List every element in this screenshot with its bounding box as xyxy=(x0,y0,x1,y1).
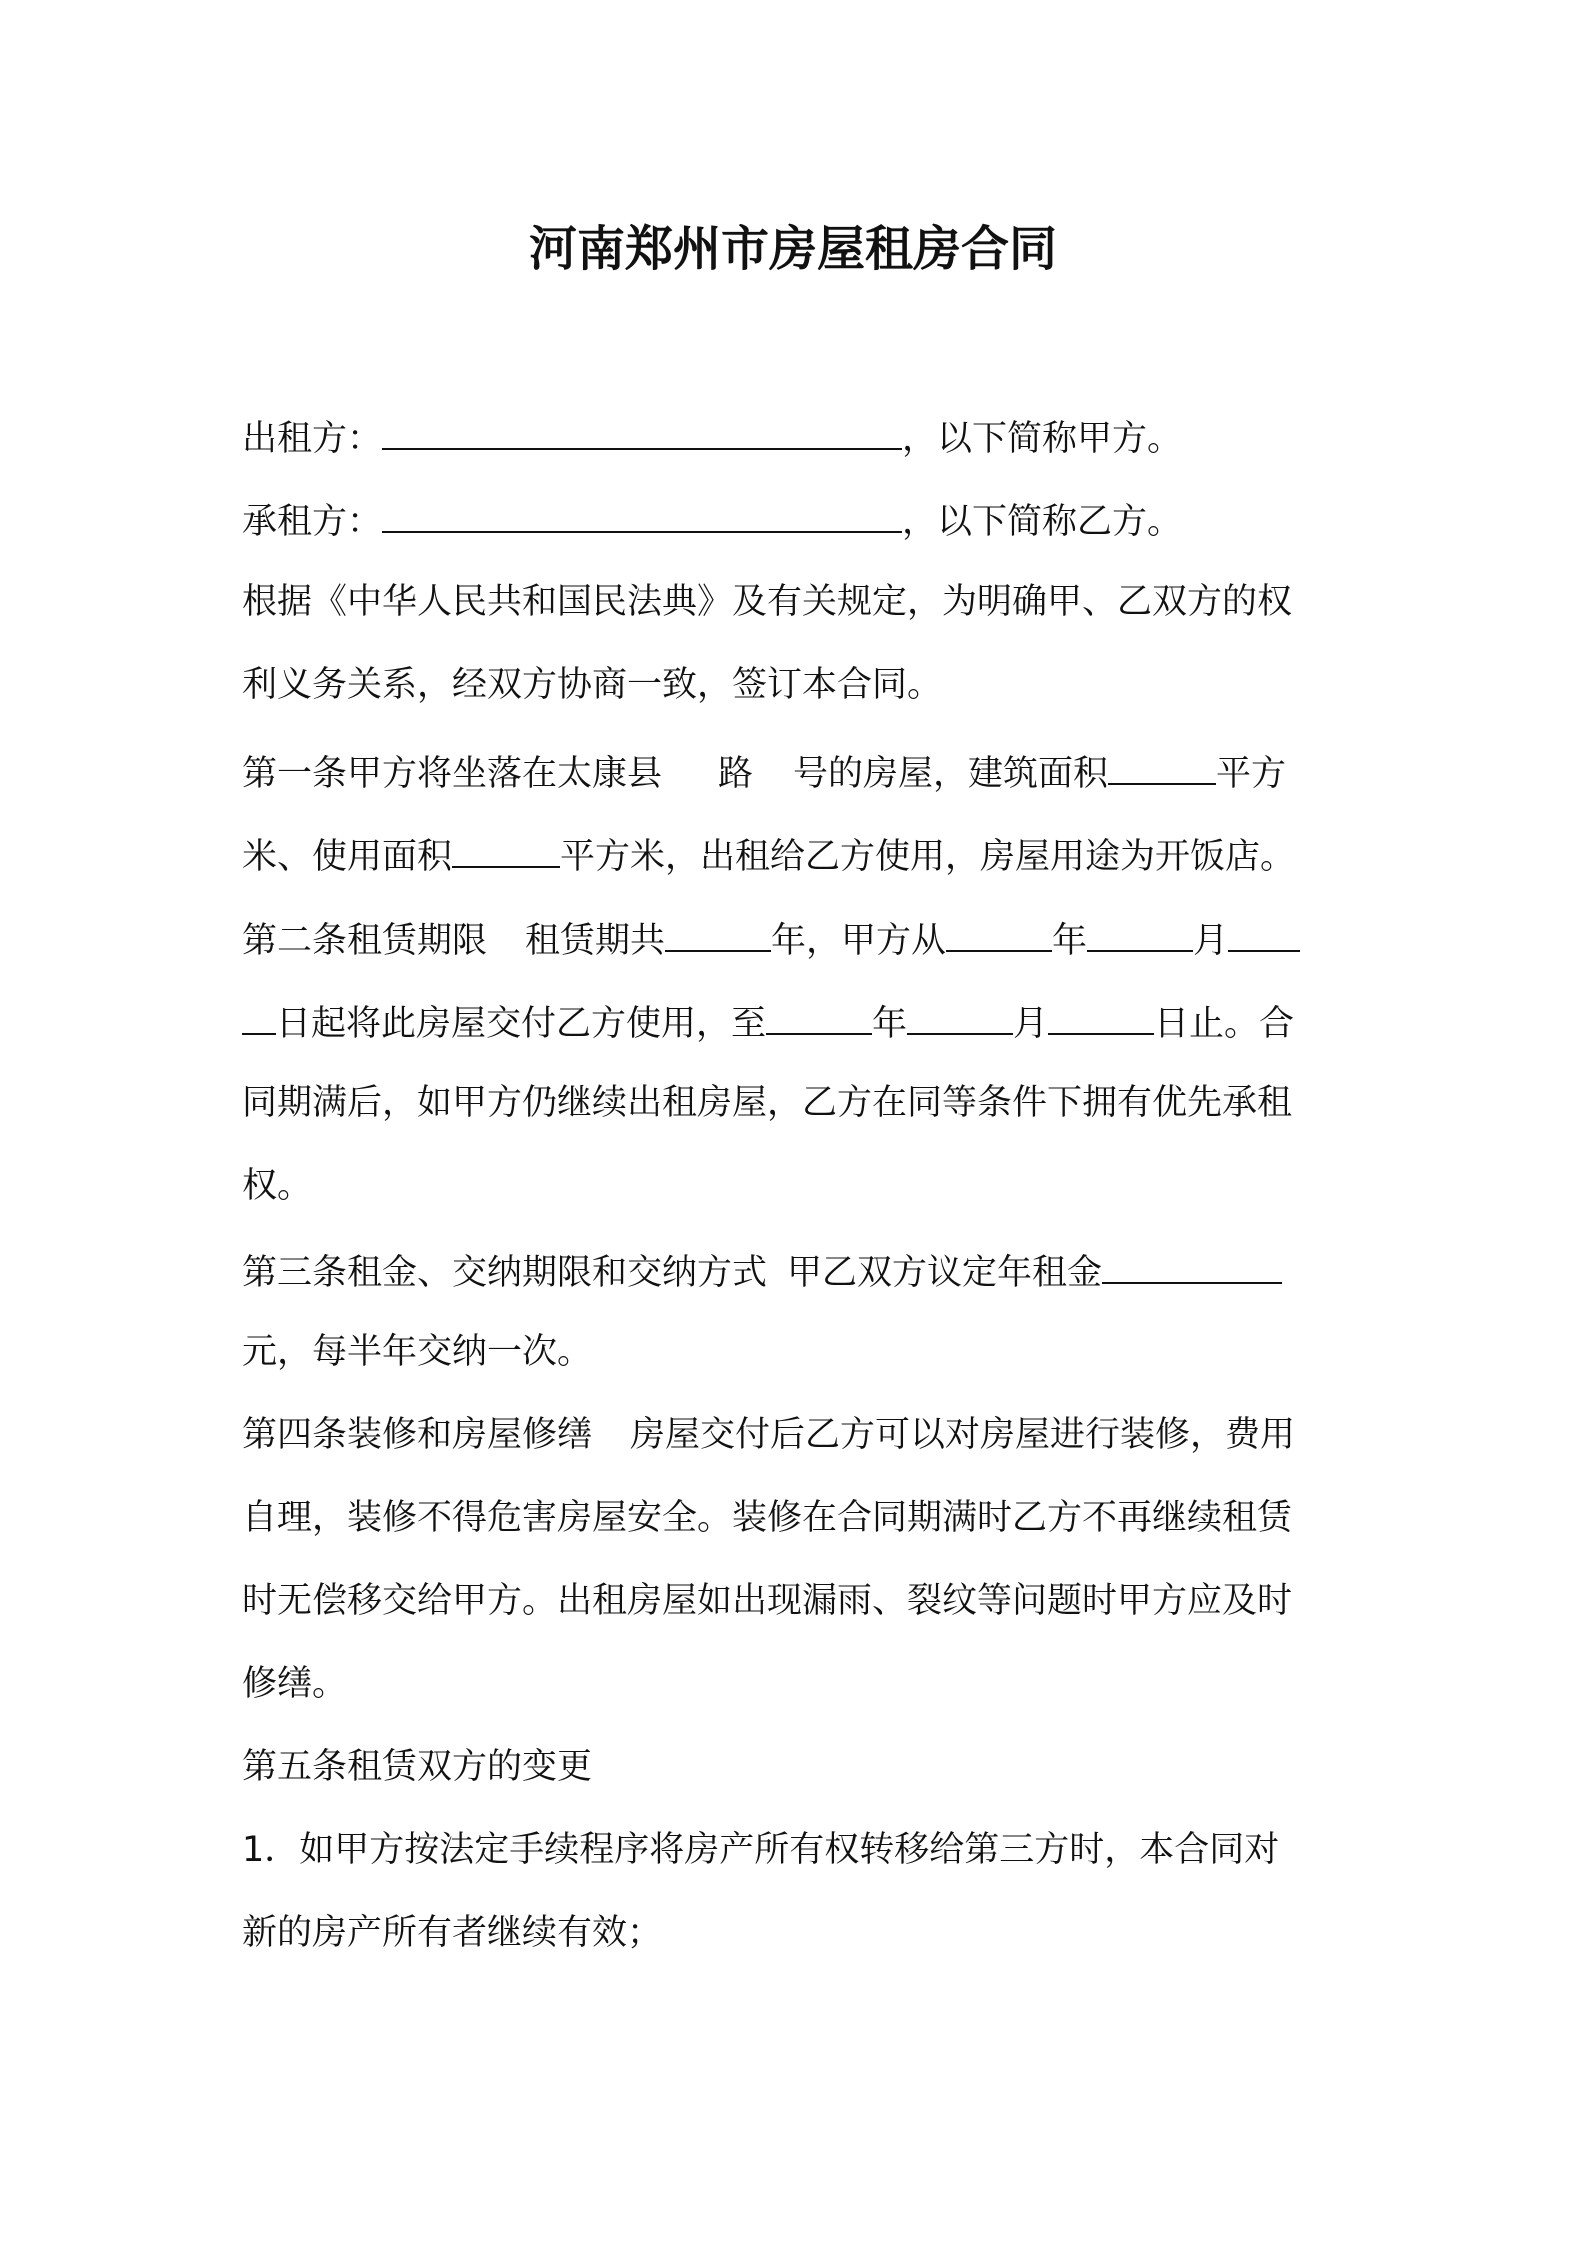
lessee-label: 承租方： xyxy=(242,502,383,542)
article4-line-3: 时无偿移交给甲方。出租房屋如出现漏雨、裂纹等问题时甲方应及时 xyxy=(242,1581,1293,1621)
article2-part8: 月 xyxy=(1013,1004,1049,1044)
article2-line-3: 同期满后，如甲方仍继续出租房屋，乙方在同等条件下拥有优先承租 xyxy=(242,1083,1293,1123)
lessee-line xyxy=(242,493,1362,547)
article3-part1: 第三条租金、交纳期限和交纳方式 xyxy=(242,1253,768,1293)
lessee-suffix: ，以下简称乙方。 xyxy=(902,502,1183,542)
article2-part4: 年 xyxy=(1052,921,1088,961)
article5-heading: 第五条租赁双方的变更 xyxy=(242,1747,593,1787)
end-year-blank xyxy=(766,995,872,1035)
article4-line-2: 自理，装修不得危害房屋安全。装修在合同期满时乙方不再继续租赁 xyxy=(242,1498,1293,1538)
intro-line-1: 根据《中华人民共和国民法典》及有关规定，为明确甲、乙双方的权 xyxy=(242,582,1293,622)
lessee-blank xyxy=(382,493,902,533)
article2-part9: 日止。合 xyxy=(1154,1004,1295,1044)
lease-years-blank xyxy=(665,912,771,952)
building-area-blank xyxy=(1108,745,1216,785)
start-day-blank-b xyxy=(242,995,276,1035)
article3-line-2: 元，每半年交纳一次。 xyxy=(242,1332,593,1372)
article5-item1-line-1: 1．如甲方按法定手续程序将房产所有权转移给第三方时，本合同对 xyxy=(242,1830,1280,1870)
article4-part1: 第四条装修和房屋修缮 xyxy=(242,1415,593,1455)
document-title: 河南郑州市房屋租房合同 xyxy=(528,221,1057,277)
lessor-label: 出租方： xyxy=(242,419,383,459)
article1-part3: 号的房屋，建筑面积 xyxy=(793,754,1109,794)
article1-line-2 xyxy=(242,828,1362,882)
article2-line-1 xyxy=(242,912,1362,966)
article2-part1: 第二条租赁期限 xyxy=(242,921,488,961)
article4-line-1 xyxy=(242,1410,1362,1460)
article1-part2: 路 xyxy=(718,754,754,794)
article2-part3: 年，甲方从 xyxy=(771,921,947,961)
article3-line-1 xyxy=(242,1244,1362,1298)
article5-item1-line-2: 新的房产所有者继续有效； xyxy=(242,1913,663,1953)
article2-part2: 租赁期共 xyxy=(525,921,666,961)
start-year-blank xyxy=(946,912,1052,952)
article1-line-1 xyxy=(242,745,1362,799)
start-day-blank-a xyxy=(1228,912,1300,952)
article1-part1: 第一条甲方将坐落在太康县 xyxy=(242,754,663,794)
intro-line-2: 利义务关系，经双方协商一致，签订本合同。 xyxy=(242,665,943,705)
article2-line-2 xyxy=(242,995,1362,1049)
end-month-blank xyxy=(907,995,1013,1035)
article2-part7: 年 xyxy=(872,1004,908,1044)
article2-part6: 日起将此房屋交付乙方使用，至 xyxy=(276,1004,767,1044)
usable-area-blank xyxy=(452,828,560,868)
lessor-line xyxy=(242,410,1362,464)
article2-line-4: 权。 xyxy=(242,1166,313,1206)
article1-part6: 平方米，出租给乙方使用，房屋用途为开饭店。 xyxy=(560,837,1296,877)
article2-part5: 月 xyxy=(1193,921,1229,961)
article4-part2: 房屋交付后乙方可以对房屋进行装修，费用 xyxy=(630,1415,1296,1455)
end-day-blank xyxy=(1048,995,1154,1035)
lessor-blank xyxy=(382,410,902,450)
article1-part4: 平方 xyxy=(1216,754,1287,794)
article1-part5: 米、使用面积 xyxy=(242,837,453,877)
article3-part2: 甲乙双方议定年租金 xyxy=(787,1253,1103,1293)
article4-line-4: 修缮。 xyxy=(242,1664,348,1704)
lessor-suffix: ，以下简称甲方。 xyxy=(902,419,1183,459)
start-month-blank xyxy=(1087,912,1193,952)
annual-rent-blank xyxy=(1102,1244,1282,1284)
